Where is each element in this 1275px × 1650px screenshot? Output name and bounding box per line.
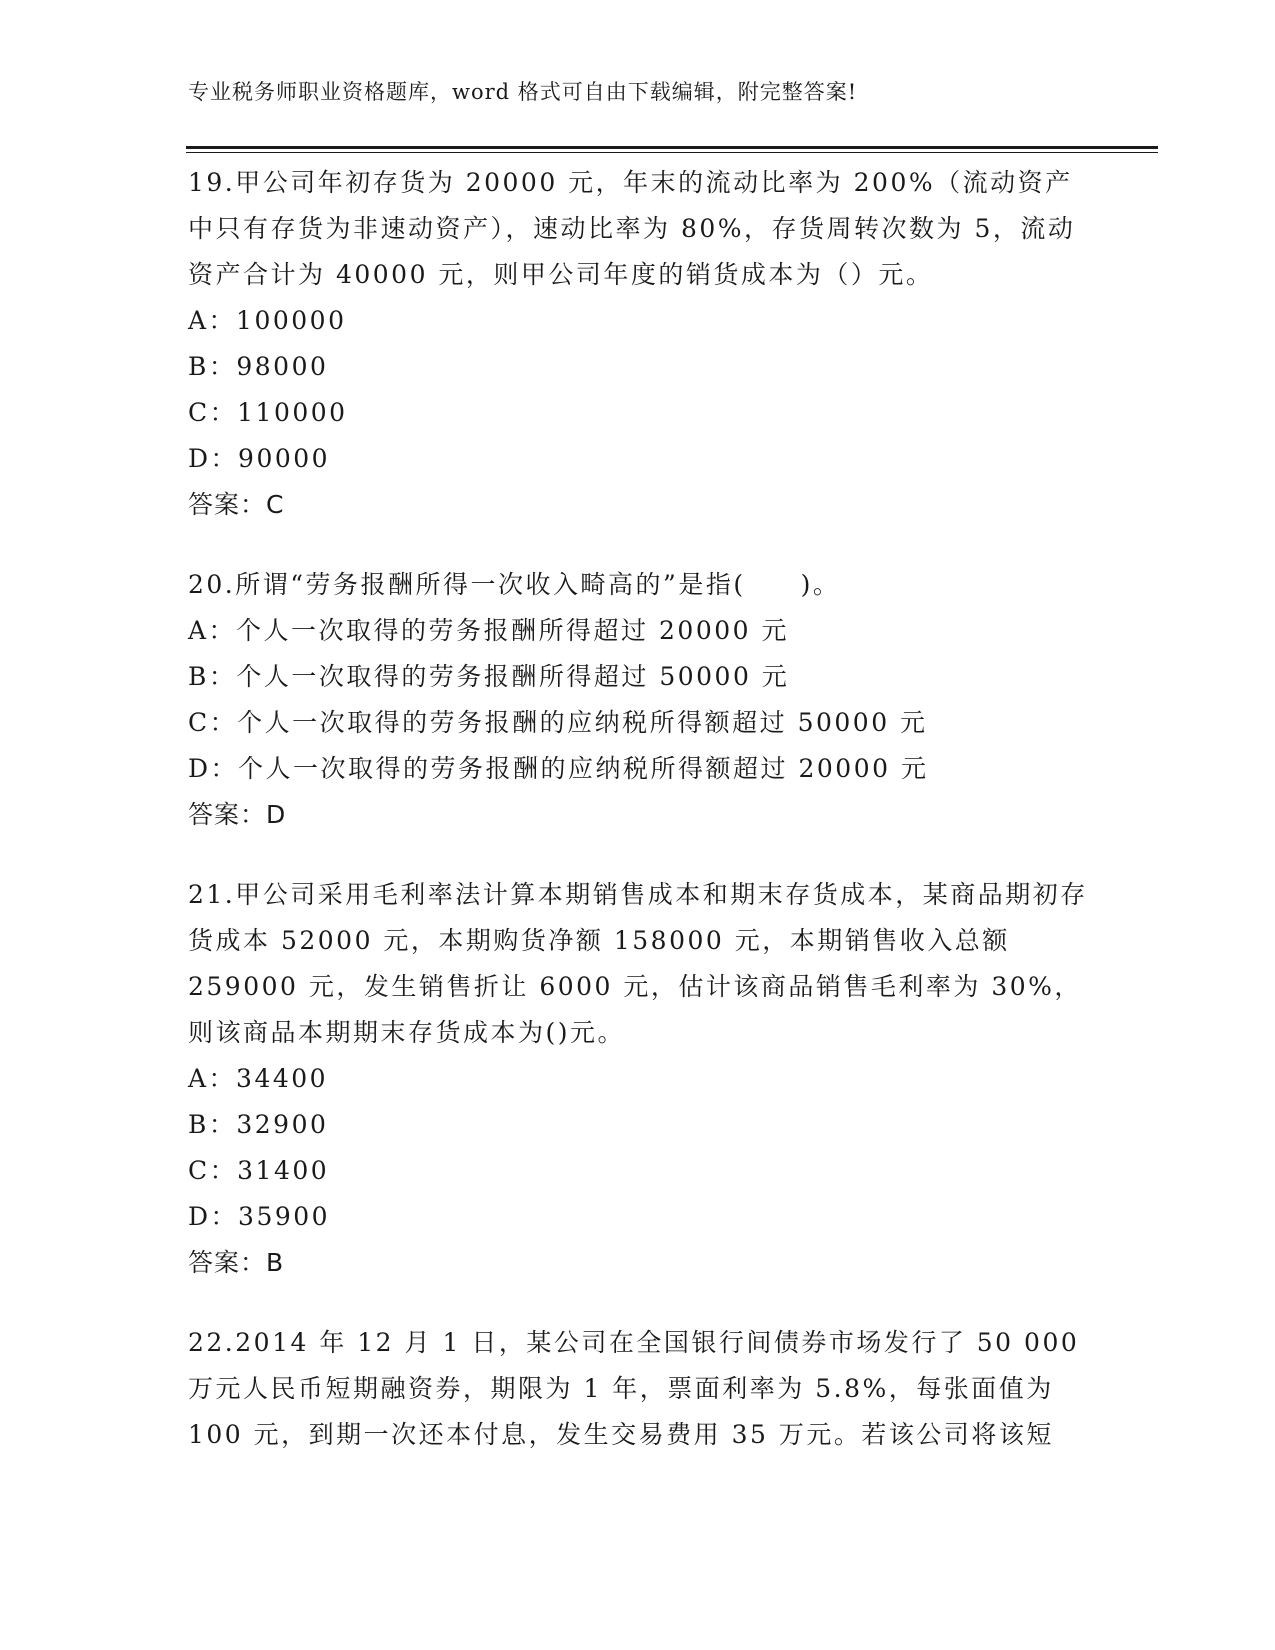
option-c: C：31400 <box>188 1156 330 1185</box>
question-21 <box>188 872 1088 1286</box>
question-19 <box>188 160 1088 528</box>
question-stem: 21.甲公司采用毛利率法计算本期销售成本和期末存货成本，某商品期初存货成本 52000 元，本期购货净额 158000 元，本期销售收入总额 259000 元，发生销售折让 6000 元，估计该商品销售毛利率为 30%，则该商品本期期末存货成本为()元。 <box>188 880 1088 1047</box>
question-stem: 19.甲公司年初存货为 20000 元，年末的流动比率为 200%（流动资产中只有存货为非速动资产），速动比率为 80%，存货周转次数为 5，流动资产合计为 40000 元，则甲公司年度的销货成本为（）元。 <box>188 168 1076 289</box>
option-b: B：98000 <box>188 352 329 381</box>
header-rule-thin <box>186 152 1158 153</box>
option-a: A：34400 <box>188 1064 329 1093</box>
option-a: A：100000 <box>188 306 347 335</box>
question-22 <box>188 1320 1088 1458</box>
answer-label: 答案：D <box>188 800 287 829</box>
answer-label: 答案：C <box>188 490 285 519</box>
option-d: D：90000 <box>188 444 331 473</box>
question-list <box>188 160 1088 1492</box>
question-stem: 20.所谓“劳务报酬所得一次收入畸高的”是指( )。 <box>188 570 841 599</box>
option-d: D：个人一次取得的劳务报酬的应纳税所得额超过 20000 元 <box>188 754 929 783</box>
option-d: D：35900 <box>188 1202 331 1231</box>
question-20 <box>188 562 1088 838</box>
header-rule-thick <box>186 146 1158 149</box>
option-b: B：32900 <box>188 1110 329 1139</box>
answer-label: 答案：B <box>188 1248 285 1277</box>
option-c: C：110000 <box>188 398 348 427</box>
question-stem: 22.2014 年 12 月 1 日，某公司在全国银行间债券市场发行了 50 000 万元人民币短期融资券，期限为 1 年，票面利率为 5.8%，每张面值为 100 元，到期一次还本付息，发生交易费用 35 万元。若该公司将该短 <box>188 1328 1080 1449</box>
option-c: C：个人一次取得的劳务报酬的应纳税所得额超过 50000 元 <box>188 708 928 737</box>
option-a: A：个人一次取得的劳务报酬所得超过 20000 元 <box>188 616 789 645</box>
page-header: 专业税务师职业资格题库，word 格式可自由下载编辑，附完整答案! <box>188 80 858 104</box>
option-b: B：个人一次取得的劳务报酬所得超过 50000 元 <box>188 662 790 691</box>
